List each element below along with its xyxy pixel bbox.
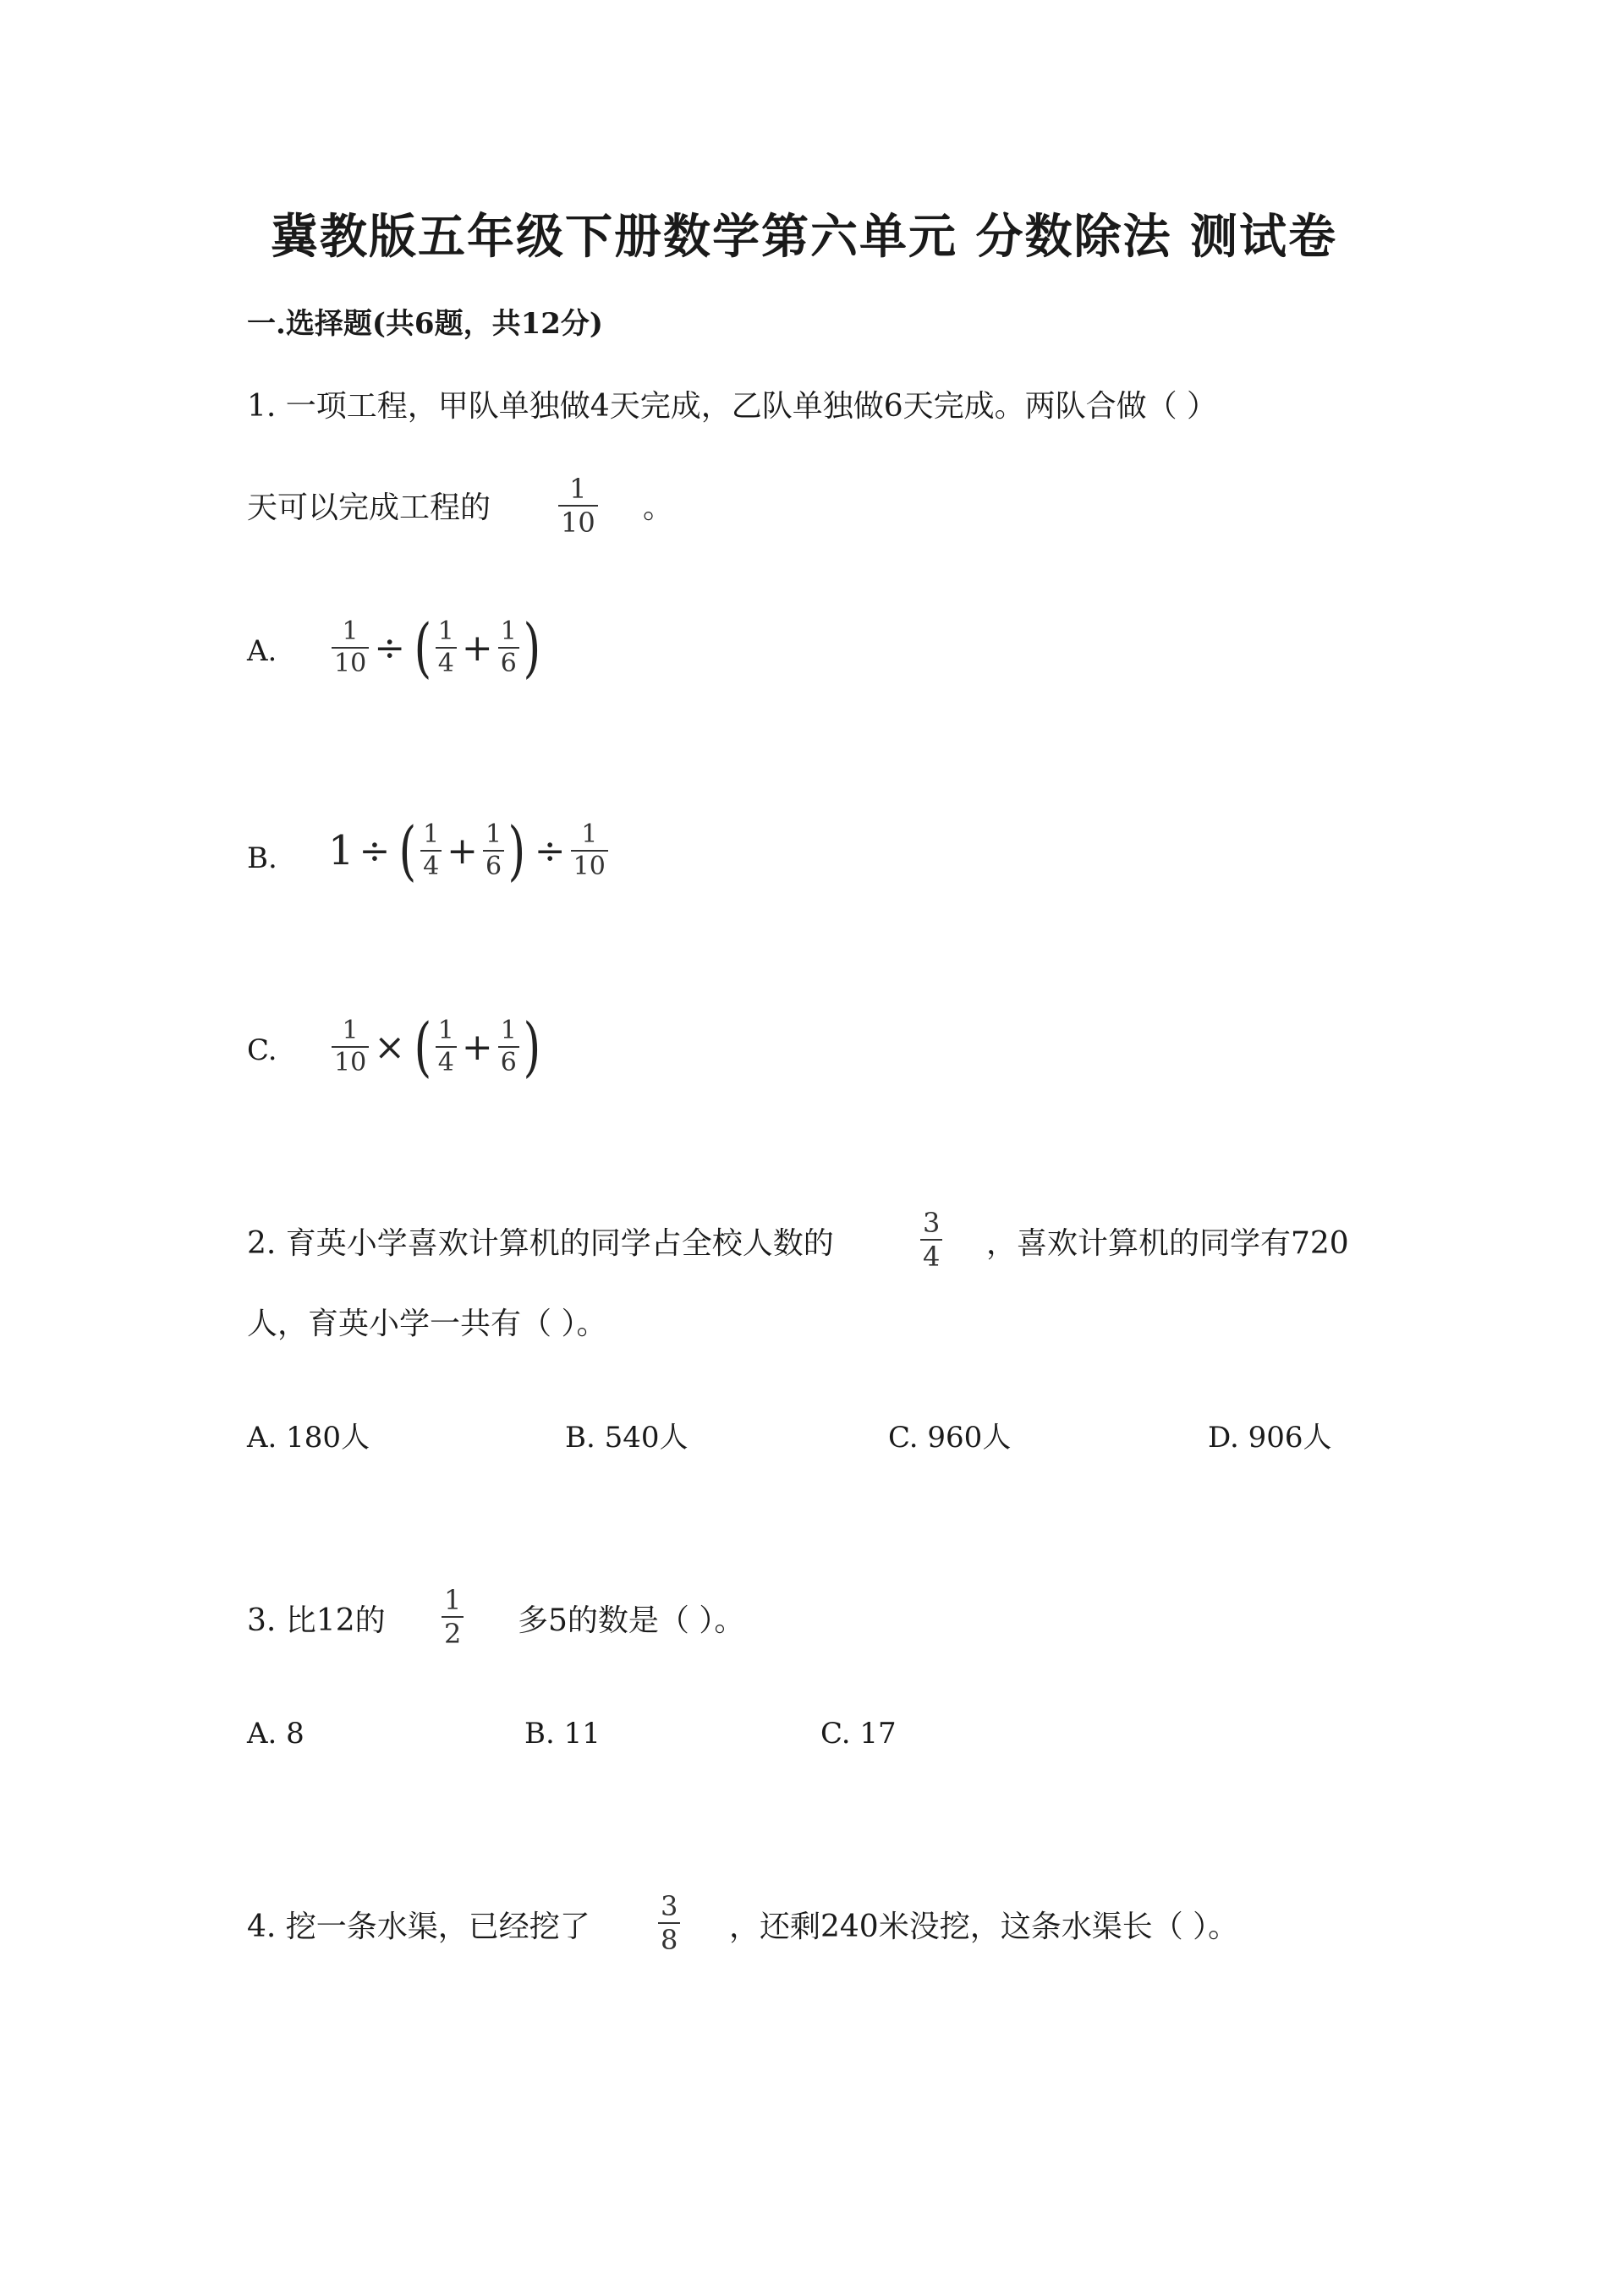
a-f3-num: 1 xyxy=(500,616,517,646)
c-f1-num: 1 xyxy=(342,1016,359,1045)
b-f2-den: 6 xyxy=(483,850,504,879)
c-op2: + xyxy=(461,1025,493,1069)
c-f2-num: 1 xyxy=(437,1016,454,1045)
q2-line2: 人，育英小学一共有（ ）。 xyxy=(247,1307,607,1341)
q1-option-c-label: C. xyxy=(247,1033,277,1067)
a-f2-den: 4 xyxy=(436,647,457,677)
q3-line1b: 多5的数是（ ）。 xyxy=(518,1603,745,1638)
b-op2: + xyxy=(447,829,479,873)
q3-fraction xyxy=(442,1584,464,1650)
a-f1-num: 1 xyxy=(342,616,359,646)
q2-frac-den: 4 xyxy=(920,1239,942,1270)
q1-frac-den: 10 xyxy=(558,505,598,536)
section-heading: 一.选择题(共6题，共12分) xyxy=(247,307,603,341)
q4-line1b: ，还剩240米没挖，这条水渠长（ ）。 xyxy=(729,1910,1239,1944)
b-f2-num: 1 xyxy=(486,819,502,849)
c-op1: × xyxy=(374,1025,406,1069)
q3-option-b: B. 11 xyxy=(524,1717,601,1751)
c-f2-den: 4 xyxy=(436,1046,457,1076)
q2-fraction xyxy=(920,1207,942,1273)
q1-option-c-expression xyxy=(332,1009,544,1084)
c-lparen: ( xyxy=(414,1009,432,1084)
page-title: 冀教版五年级下册数学第六单元 分数除法 测试卷 xyxy=(271,209,1337,265)
q1-option-b-label: B. xyxy=(247,841,277,875)
q1-option-a-label: A. xyxy=(247,634,277,668)
q1-frac-num: 1 xyxy=(569,473,587,505)
b-f1-den: 4 xyxy=(420,850,442,879)
q4-line1a: 4. 挖一条水渠，已经挖了 xyxy=(247,1910,590,1944)
q1-line2b: 。 xyxy=(643,490,674,525)
q1-fraction xyxy=(558,473,598,539)
a-lparen: ( xyxy=(414,610,432,685)
b-op3: ÷ xyxy=(534,829,566,873)
q1-option-b-expression xyxy=(328,813,608,888)
q3-option-c: C. 17 xyxy=(820,1717,897,1751)
a-rparen: ) xyxy=(523,610,540,685)
a-f3-den: 6 xyxy=(498,647,519,677)
q1-option-a-expression xyxy=(332,610,544,685)
q2-option-d: D. 906人 xyxy=(1208,1421,1332,1455)
a-op2: + xyxy=(461,626,493,670)
q2-option-b: B. 540人 xyxy=(565,1421,689,1455)
b-lparen: ( xyxy=(398,813,417,888)
q2-option-c: C. 960人 xyxy=(888,1421,1012,1455)
q3-frac-num: 1 xyxy=(444,1584,462,1616)
a-f1-den: 10 xyxy=(332,647,369,677)
q4-fraction xyxy=(658,1890,680,1956)
q2-option-a: A. 180人 xyxy=(247,1421,370,1455)
c-rparen: ) xyxy=(523,1009,540,1084)
q3-line1a: 3. 比12的 xyxy=(247,1603,386,1638)
q1-line2a: 天可以完成工程的 xyxy=(247,490,491,525)
q4-frac-num: 3 xyxy=(661,1890,678,1922)
b-f3-num: 1 xyxy=(581,819,598,849)
a-f2-num: 1 xyxy=(437,616,454,646)
q2-frac-num: 3 xyxy=(923,1207,941,1239)
q4-frac-den: 8 xyxy=(658,1922,680,1954)
q3-option-a: A. 8 xyxy=(247,1717,304,1751)
c-f3-num: 1 xyxy=(500,1016,517,1045)
a-op1: ÷ xyxy=(374,626,406,670)
c-f3-den: 6 xyxy=(498,1046,519,1076)
b-f1-num: 1 xyxy=(423,819,440,849)
b-op1: ÷ xyxy=(359,829,391,873)
b-f3-den: 10 xyxy=(571,850,608,879)
q2-line1b: ，喜欢计算机的同学有720 xyxy=(986,1226,1349,1261)
b-one: 1 xyxy=(328,827,354,874)
q3-frac-den: 2 xyxy=(442,1616,464,1647)
q1-line1: 1. 一项工程，甲队单独做4天完成，乙队单独做6天完成。两队合做（ ） xyxy=(247,389,1218,424)
c-f1-den: 10 xyxy=(332,1046,369,1076)
b-rparen: ) xyxy=(508,813,526,888)
q2-line1a: 2. 育英小学喜欢计算机的同学占全校人数的 xyxy=(247,1226,834,1261)
